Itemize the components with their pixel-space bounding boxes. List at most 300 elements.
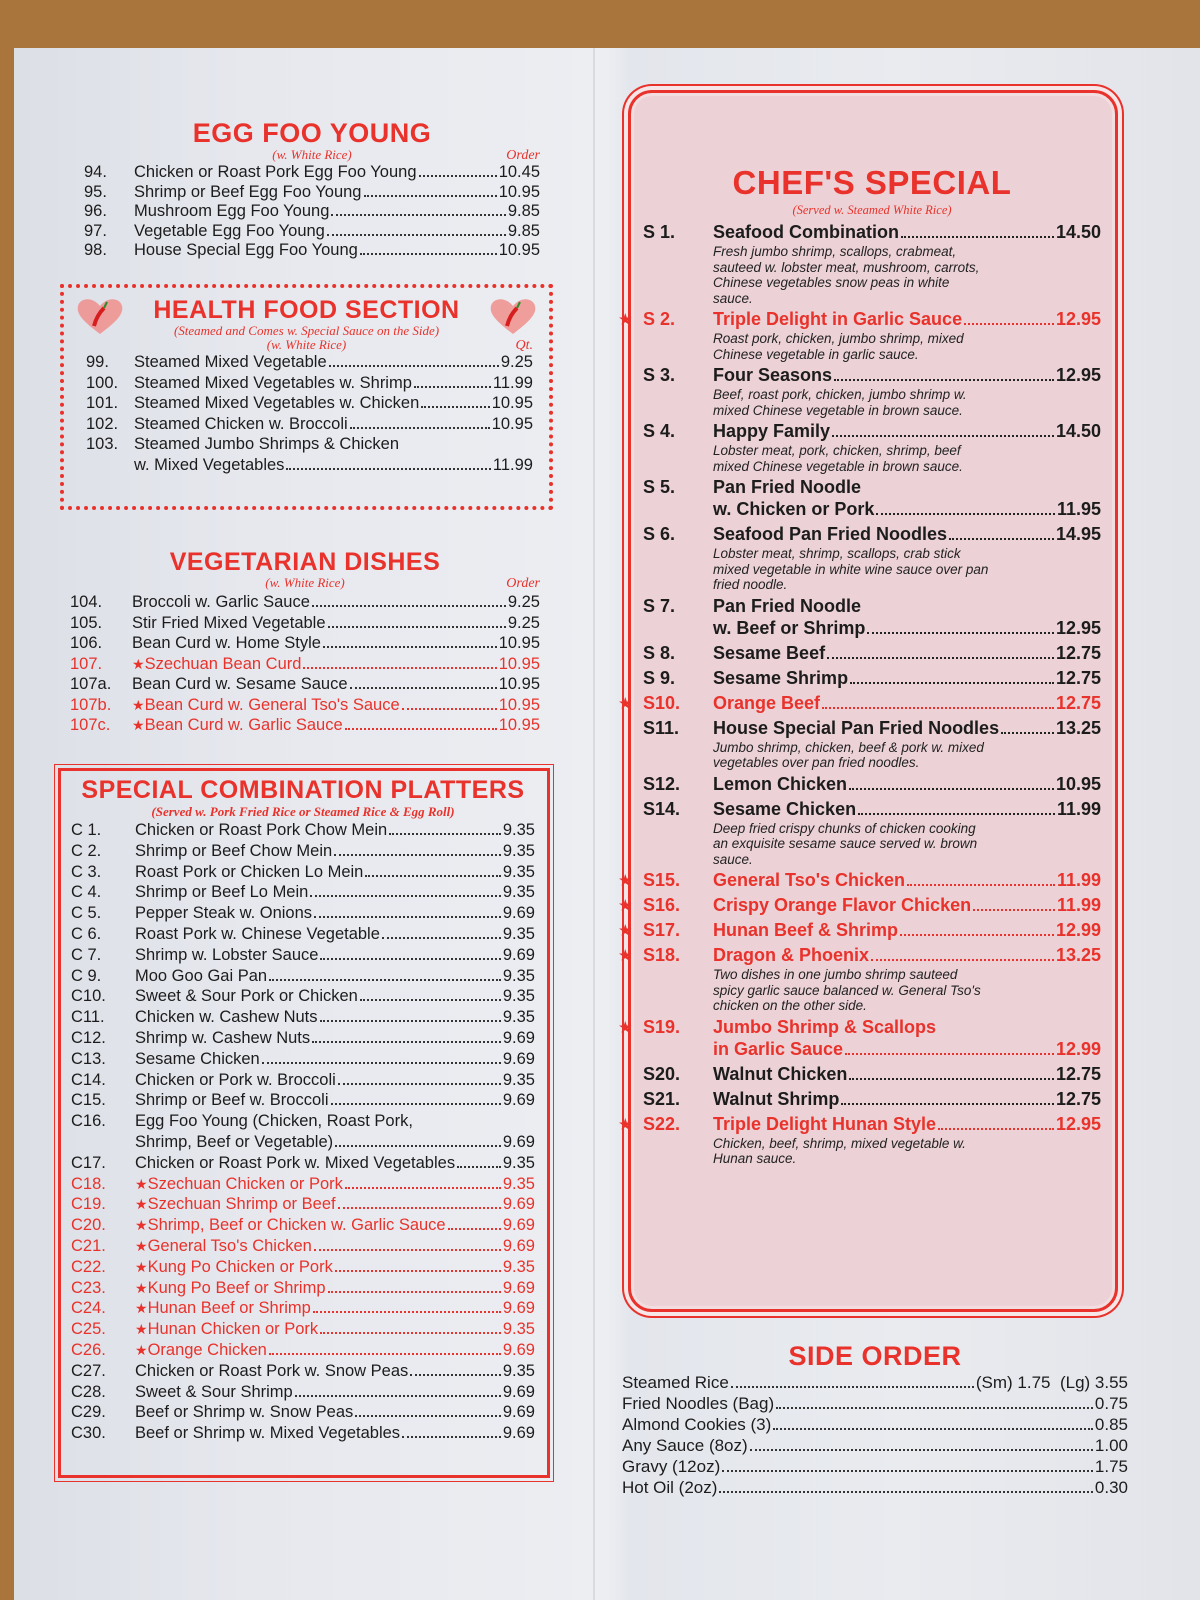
item-name: Szechuan Shrimp or Beef: [147, 1195, 336, 1214]
item-number: 95.: [84, 182, 107, 201]
section-subtitle: (w. White Rice): [272, 147, 352, 162]
item-name: Happy Family: [713, 421, 831, 441]
item-price: 9.69: [502, 1236, 535, 1255]
menu-item: [71, 1361, 535, 1382]
menu-item-continued: [71, 1132, 535, 1153]
item-code: S17.: [643, 920, 681, 940]
leader-dots: [845, 1053, 1054, 1055]
leader-dots: [269, 979, 501, 981]
item-price: 9.35: [502, 862, 535, 881]
item-price: 9.69: [502, 1403, 535, 1422]
menu-item: [71, 841, 535, 862]
leader-dots: [421, 406, 489, 408]
item-description: chicken on the other side.: [713, 998, 867, 1013]
menu-item: [70, 613, 540, 634]
item-name: Sweet & Sour Shrimp: [135, 1382, 293, 1401]
item-name: Triple Delight in Garlic Sauce: [713, 309, 963, 329]
item-name: Vegetable Egg Foo Young: [134, 221, 325, 240]
item-name: Steamed Mixed Vegetables w. Shrimp: [134, 373, 412, 392]
leader-dots: [331, 1103, 501, 1105]
item-description: Hunan sauce.: [713, 1151, 797, 1166]
item-name: Sweet & Sour Pork or Chicken: [135, 987, 358, 1006]
item-name: Walnut Chicken: [713, 1063, 848, 1084]
leader-dots: [402, 1436, 501, 1438]
item-number: C16.: [71, 1112, 106, 1131]
item-name: Seafood Combination: [713, 222, 899, 242]
chef-special-item: [643, 642, 1101, 665]
leader-dots: [858, 813, 1055, 815]
menu-item: [71, 1070, 535, 1091]
item-number: 98.: [84, 241, 107, 259]
item-code: S 5.: [643, 477, 676, 497]
chef-item-row: [619, 1016, 1101, 1038]
item-number: C 5.: [71, 904, 102, 923]
item-name: Shrimp or Beef Egg Foo Young: [134, 182, 362, 201]
section-title: SPECIAL COMBINATION PLATTERS: [81, 776, 525, 804]
chef-special-item: [619, 692, 1101, 715]
item-number: C25.: [71, 1320, 106, 1339]
leader-dots: [457, 1166, 501, 1168]
chef-item-row: [643, 717, 1101, 740]
item-price: 9.35: [502, 1320, 535, 1339]
section-subtitle: (Served w. Pork Fried Rice or Steamed Rice & Egg Roll): [151, 804, 455, 819]
item-name: Chicken or Roast Pork Chow Mein: [135, 821, 388, 839]
star-icon: ★: [619, 947, 632, 963]
star-icon: ★: [135, 1300, 148, 1317]
item-price: 9.85: [507, 221, 540, 240]
item-number: 100.: [86, 373, 119, 392]
order-column-label: Order: [506, 148, 540, 163]
side-order-item: [622, 1372, 1128, 1393]
leader-dots: [410, 1374, 501, 1376]
item-name-continued: in Garlic Sauce: [713, 1038, 844, 1059]
side-order-section: [622, 1340, 1128, 1498]
chef-item-row: [619, 869, 1101, 892]
leader-dots: [328, 626, 506, 628]
item-name: Sesame Beef: [713, 642, 826, 663]
menu-item: [71, 1174, 535, 1195]
item-price: 12.75: [1055, 1088, 1101, 1109]
chef-item-row: [643, 798, 1101, 821]
menu-item: [71, 1194, 535, 1215]
star-icon: ★: [619, 311, 632, 327]
item-name: Chicken w. Cashew Nuts: [135, 1008, 318, 1027]
item-number: C24.: [71, 1299, 106, 1318]
item-code: S 8.: [643, 642, 676, 663]
section-title: EGG FOO YOUNG: [192, 118, 432, 148]
leader-dots: [773, 1428, 1093, 1430]
item-number: C21.: [71, 1236, 106, 1255]
item-price: 9.69: [502, 1091, 535, 1110]
item-number: 94.: [84, 163, 107, 181]
chef-special-item: [643, 476, 1101, 521]
leader-dots: [834, 379, 1054, 381]
item-code: S 7.: [643, 595, 676, 616]
item-name-continued: w. Beef or Shrimp: [713, 617, 866, 638]
star-icon: ★: [135, 1217, 148, 1234]
item-description: mixed Chinese vegetable in brown sauce.: [713, 402, 963, 418]
item-name: Kung Po Chicken or Pork: [147, 1257, 333, 1276]
item-description: sauteed w. lobster meat, mushroom, carrots,: [713, 259, 980, 275]
leader-dots: [849, 1078, 1054, 1080]
menu-item: [84, 241, 540, 261]
menu-item: [71, 882, 535, 903]
item-description: Beef, roast pork, chicken, jumbo shrimp w.: [713, 387, 967, 402]
item-list: [622, 1372, 1128, 1498]
item-description: spicy garlic sauce balanced w. General Tso's: [713, 982, 981, 998]
item-price: 10.95: [498, 182, 540, 201]
item-price: 10.95: [498, 654, 540, 673]
item-description: Jumbo shrimp, chicken, beef & pork w. mixed: [713, 739, 984, 755]
item-price: 11.99: [1056, 798, 1101, 819]
chef-special-item: [643, 221, 1101, 306]
menu-item: [70, 715, 540, 736]
chef-special-item: [643, 667, 1101, 690]
item-price: 14.95: [1055, 524, 1101, 544]
item-price: 9.69: [502, 1382, 535, 1401]
menu-item: [71, 862, 535, 883]
item-price: 12.99: [1055, 1038, 1101, 1059]
item-price: 9.35: [502, 883, 535, 902]
leader-dots: [314, 1249, 501, 1251]
chef-special-item: [643, 1063, 1101, 1086]
item-name: Shrimp or Beef w. Broccoli: [135, 1091, 329, 1110]
leader-dots: [949, 538, 1054, 540]
leader-dots: [850, 682, 1054, 684]
item-number: C29.: [71, 1403, 106, 1422]
item-price: 9.69: [502, 1299, 535, 1318]
item-name: Four Seasons: [713, 365, 833, 385]
item-name: Seafood Pan Fried Noodles: [713, 524, 948, 544]
item-price: 11.95: [1056, 499, 1101, 519]
menu-item: [70, 592, 540, 613]
item-name: Chicken or Roast Pork w. Snow Peas: [135, 1361, 409, 1380]
leader-dots: [867, 632, 1054, 634]
item-number: 101.: [86, 394, 119, 412]
menu-item: [71, 1423, 535, 1444]
menu-item: [71, 1153, 535, 1174]
item-price: 9.69: [502, 1424, 535, 1443]
item-name: Shrimp or Beef Lo Mein: [135, 883, 309, 902]
item-name: Roast Pork w. Chinese Vegetable: [135, 924, 380, 943]
item-name: Bean Curd w. Sesame Sauce: [132, 675, 348, 693]
item-price: 9.35: [502, 821, 535, 839]
item-description: fried noodle.: [713, 577, 788, 592]
leader-dots: [338, 1083, 501, 1085]
star-icon: ★: [132, 717, 145, 733]
leader-dots: [907, 884, 1055, 886]
chefs-special-section: [619, 90, 1118, 1312]
item-price: 0.85: [1094, 1415, 1128, 1434]
item-price: 0.30: [1094, 1478, 1128, 1497]
leader-dots: [345, 728, 497, 730]
leader-dots: [900, 934, 1054, 936]
leader-dots: [303, 667, 496, 669]
leader-dots: [360, 253, 497, 255]
item-number: C15.: [71, 1091, 106, 1110]
item-number: C26.: [71, 1340, 106, 1359]
item-price: 10.95: [491, 394, 533, 412]
item-name: Roast Pork or Chicken Lo Mein: [135, 862, 364, 881]
item-price: 10.95: [498, 695, 540, 714]
chef-special-item: [643, 1088, 1101, 1111]
leader-dots: [286, 468, 490, 470]
leader-dots: [832, 435, 1054, 437]
item-name: Sesame Shrimp: [713, 667, 849, 688]
leader-dots: [827, 657, 1054, 659]
item-name: Sesame Chicken: [135, 1049, 260, 1068]
item-name: Szechuan Bean Curd: [144, 654, 302, 673]
leader-dots: [312, 605, 506, 607]
item-price: 9.69: [502, 945, 535, 964]
item-price: 12.75: [1055, 692, 1101, 713]
chef-special-item: [643, 798, 1101, 868]
menu-item: [71, 1257, 535, 1278]
item-list: [84, 163, 540, 261]
leader-dots: [335, 1270, 501, 1272]
item-price: 9.69: [502, 1028, 535, 1047]
item-number: C 9.: [71, 966, 102, 985]
item-number: 106.: [70, 634, 103, 652]
section-title: VEGETARIAN DISHES: [169, 548, 441, 576]
item-price: 11.99: [1056, 870, 1101, 890]
item-name: Egg Foo Young (Chicken, Roast Pork,: [135, 1112, 413, 1131]
chef-special-item: [643, 364, 1101, 418]
item-number: C10.: [71, 987, 106, 1006]
item-code: S21.: [643, 1088, 681, 1109]
item-number: C20.: [71, 1216, 106, 1235]
item-price: 9.35: [502, 1008, 535, 1027]
leader-dots: [776, 1407, 1093, 1409]
item-name: Steamed Jumbo Shrimps & Chicken: [134, 435, 400, 453]
item-code: S 1.: [643, 222, 676, 242]
item-name: Orange Chicken: [147, 1340, 267, 1359]
item-name: Hunan Beef or Shrimp: [147, 1299, 311, 1318]
egg-foo-young-section: [84, 118, 540, 261]
item-name-continued: Shrimp, Beef or Vegetable): [135, 1132, 334, 1151]
chef-item-row-continued: [643, 1038, 1101, 1061]
chef-special-item: [643, 523, 1101, 593]
chef-item-row: [619, 308, 1101, 331]
item-name: Sesame Chicken: [713, 798, 857, 819]
item-name: Stir Fried Mixed Vegetable: [132, 613, 326, 632]
leader-dots: [419, 175, 497, 177]
chef-item-row: [619, 692, 1101, 715]
menu-item: [84, 183, 540, 203]
section-header-row: [72, 338, 541, 352]
item-code: S14.: [643, 798, 681, 819]
item-price: 12.95: [1055, 365, 1101, 385]
item-price: 9.35: [502, 1174, 535, 1193]
item-price: 9.35: [502, 841, 535, 860]
star-icon: ★: [135, 1175, 148, 1192]
item-number: C13.: [71, 1049, 106, 1068]
item-code: S 2.: [643, 309, 676, 329]
item-number: C 4.: [71, 883, 102, 902]
item-price: 10.95: [491, 414, 533, 433]
item-name: Shrimp or Beef Chow Mein: [135, 841, 333, 860]
chef-special-item: [619, 308, 1101, 362]
item-name: Walnut Shrimp: [713, 1088, 840, 1109]
item-number: 107c.: [70, 716, 111, 734]
item-price: 9.35: [502, 987, 535, 1006]
chef-item-row-continued: [643, 617, 1101, 640]
leader-dots: [329, 365, 499, 367]
menu-item: [71, 1111, 535, 1132]
item-number: C17.: [71, 1153, 106, 1172]
item-name: Chicken or Roast Pork w. Mixed Vegetables: [135, 1153, 456, 1172]
item-price: 12.95: [1055, 617, 1101, 638]
item-name: Lemon Chicken: [713, 773, 848, 794]
item-price: 11.99: [492, 373, 533, 392]
item-name: Almond Cookies (3): [622, 1415, 772, 1434]
item-name: Hot Oil (2oz): [622, 1478, 718, 1497]
item-number: 107b.: [70, 695, 112, 714]
item-name: Bean Curd w. Garlic Sauce: [144, 716, 343, 734]
item-code: S16.: [643, 895, 681, 915]
item-description: Two dishes in one jumbo shrimp sauteed: [713, 967, 958, 982]
leader-dots: [269, 1353, 501, 1355]
menu-item: [71, 1049, 535, 1070]
item-description: Chinese vegetable in garlic sauce.: [713, 346, 919, 362]
item-number: C 3.: [71, 862, 102, 881]
menu-item: [86, 352, 533, 373]
item-price: 12.99: [1055, 920, 1101, 940]
item-number: C23.: [71, 1278, 106, 1297]
item-price: 11.99: [1056, 895, 1101, 915]
item-list: [72, 352, 541, 475]
section-header-row: [84, 148, 540, 162]
qt-column-label: Qt.: [515, 338, 533, 353]
menu-item: [71, 1278, 535, 1299]
health-food-section: [60, 284, 553, 510]
menu-item: [71, 903, 535, 924]
item-code: S11.: [643, 717, 680, 738]
item-number: C30.: [71, 1424, 106, 1443]
leader-dots: [328, 1291, 501, 1293]
item-number: C22.: [71, 1257, 106, 1276]
item-price: 9.69: [502, 904, 535, 923]
item-description: Roast pork, chicken, jumbo shrimp, mixed: [713, 331, 964, 346]
item-name: Triple Delight Hunan Style: [713, 1113, 937, 1134]
item-name: Szechuan Chicken or Pork: [147, 1174, 343, 1193]
star-icon: ★: [619, 922, 632, 938]
chef-special-item: [619, 869, 1101, 892]
chef-item-row: [643, 364, 1101, 387]
leader-dots: [350, 687, 497, 689]
menu-item: [71, 986, 535, 1007]
item-name-continued: w. Mixed Vegetables: [134, 455, 285, 474]
star-icon: ★: [135, 1258, 148, 1275]
item-price: 14.50: [1055, 222, 1101, 242]
menu-item: [71, 1298, 535, 1319]
item-price: 12.75: [1055, 667, 1101, 688]
item-price: 9.35: [502, 924, 535, 943]
item-name: Steamed Chicken w. Broccoli: [134, 414, 348, 433]
item-name: General Tso's Chicken: [713, 870, 906, 890]
chef-item-row: [619, 1113, 1101, 1136]
leader-dots: [849, 788, 1054, 790]
menu-item: [71, 1007, 535, 1028]
star-icon: ★: [135, 1279, 148, 1296]
menu-item-continued: [86, 455, 533, 476]
leader-dots: [1001, 732, 1054, 734]
item-code: S15.: [643, 870, 681, 890]
item-price: 0.75: [1094, 1394, 1128, 1413]
chef-item-row-continued: [643, 498, 1101, 521]
item-name: Beef or Shrimp w. Snow Peas: [135, 1403, 354, 1422]
section-title: HEALTH FOOD SECTION: [153, 296, 460, 324]
item-description: vegetables over pan fried noodles.: [713, 755, 920, 770]
item-number: C 1.: [71, 821, 102, 839]
item-name: Steamed Mixed Vegetable: [134, 353, 327, 371]
menu-item: [71, 945, 535, 966]
star-icon: ★: [619, 1115, 632, 1132]
item-name: Dragon & Phoenix: [713, 945, 870, 965]
star-icon: ★: [135, 1341, 148, 1358]
chef-special-item: [619, 894, 1101, 917]
menu-item: [86, 434, 533, 455]
item-code: S12.: [643, 773, 681, 794]
leader-dots: [750, 1449, 1093, 1451]
menu-item: [71, 1090, 535, 1111]
item-list: [71, 820, 535, 1444]
chef-item-row: [643, 476, 1101, 498]
item-price: 9.85: [507, 202, 540, 220]
menu-item: [86, 414, 533, 435]
item-number: 99.: [86, 353, 109, 371]
leader-dots: [402, 708, 497, 710]
item-number: C27.: [71, 1361, 106, 1380]
leader-dots: [938, 1128, 1054, 1130]
chef-item-row: [643, 667, 1101, 690]
chef-item-row: [643, 773, 1101, 796]
section-subtitle: (w. White Rice): [266, 337, 347, 352]
leader-dots: [345, 1187, 501, 1189]
menu-item: [71, 1028, 535, 1049]
item-name: Hunan Beef & Shrimp: [713, 920, 899, 940]
item-price: 9.35: [502, 1257, 535, 1276]
side-order-item: [622, 1477, 1128, 1498]
item-price: 9.25: [507, 613, 540, 632]
menu-item: [71, 1319, 535, 1340]
chef-item-row: [643, 221, 1101, 244]
chef-item-row: [643, 1088, 1101, 1111]
section-title: SIDE ORDER: [788, 1341, 962, 1371]
item-number: C19.: [71, 1195, 106, 1214]
star-icon: ★: [619, 1018, 632, 1035]
order-column-label: Order: [506, 576, 540, 591]
section-subtitle: (Steamed and Comes w. Special Sauce on the Side): [173, 323, 440, 338]
item-name: Pepper Steak w. Onions: [135, 904, 313, 923]
item-number: C18.: [71, 1174, 106, 1193]
item-price: 9.35: [502, 1153, 535, 1172]
item-number: C14.: [71, 1070, 106, 1089]
menu-item: [71, 1402, 535, 1423]
item-price: 10.95: [498, 716, 540, 734]
menu-item: [71, 1215, 535, 1236]
item-name: Pan Fried Noodle: [713, 477, 862, 497]
leader-dots: [364, 195, 497, 197]
item-description: Chicken, beef, shrimp, mixed vegetable w.: [713, 1135, 966, 1151]
item-price: 10.45: [498, 163, 540, 181]
item-price: 12.75: [1055, 642, 1101, 663]
item-number: 103.: [86, 435, 119, 453]
item-number: 102.: [86, 414, 119, 433]
item-price: 10.95: [498, 634, 540, 652]
menu-item: [86, 373, 533, 394]
menu-item: [71, 820, 535, 841]
